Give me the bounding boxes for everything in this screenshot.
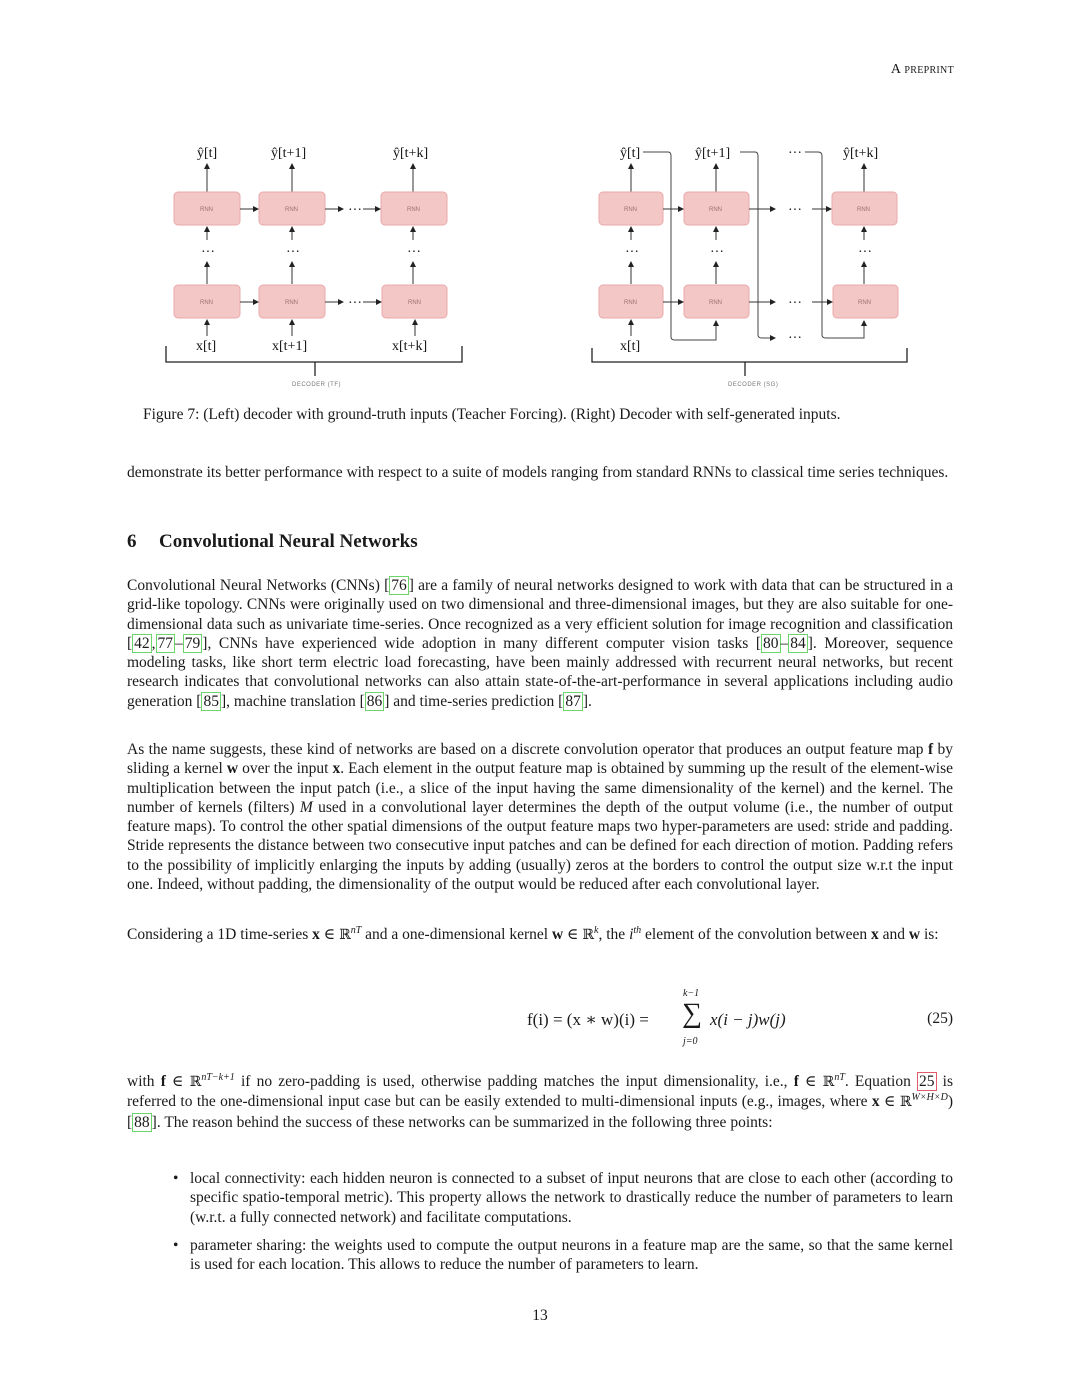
citation-link[interactable]: 86 bbox=[366, 692, 383, 710]
svg-text:RNN: RNN bbox=[408, 300, 421, 306]
equation-rhs: x(i − j)w(j) bbox=[710, 1010, 786, 1029]
right-output-label: ŷ[t] bbox=[620, 146, 641, 161]
svg-text:···: ··· bbox=[788, 296, 802, 311]
right-decoder-diagram bbox=[592, 146, 907, 388]
svg-text:RNN: RNN bbox=[200, 300, 213, 306]
citation-link[interactable]: 88 bbox=[134, 1113, 150, 1131]
svg-text:RNN: RNN bbox=[709, 207, 722, 213]
header-rest: preprint bbox=[904, 62, 954, 77]
citation-link[interactable]: 77 bbox=[157, 634, 174, 652]
svg-text:···: ··· bbox=[710, 245, 724, 260]
svg-text:···: ··· bbox=[348, 203, 362, 218]
continuation-paragraph: demonstrate its better performance with respect to a suite of models ranging from standard RNNs to classical time series techniques. bbox=[127, 464, 949, 481]
svg-text:···: ··· bbox=[788, 146, 802, 161]
section-heading bbox=[127, 531, 418, 553]
figure-7-diagrams bbox=[0, 0, 1080, 400]
citation-link[interactable]: 85 bbox=[203, 692, 219, 710]
svg-text:···: ··· bbox=[788, 331, 802, 346]
left-input-label: x[t+k] bbox=[392, 339, 428, 354]
svg-text:RNN: RNN bbox=[624, 300, 637, 306]
svg-text:···: ··· bbox=[348, 296, 362, 311]
summation-symbol: ∑ bbox=[682, 998, 702, 1029]
svg-text:RNN: RNN bbox=[709, 300, 722, 306]
svg-text:···: ··· bbox=[625, 245, 639, 260]
paragraph-padding: with f ∈ ℝ$^{nT-k+1}$ if no zero-padding is used, otherwise padding matches the input dimensionality, i.e., f ∈ ℝ$^{nT}$. Equation 25 is referred to the one-dimensional input case but can be easily extended to multi-dimensional inputs (e.g., images, where x ∈ ℝ$^{W\times H\times D}$) [ 88 ]. The reason behind the success of these networks can be summarized in the following three points: bbox=[127, 1071, 954, 1131]
citation-link[interactable]: 42 bbox=[134, 634, 150, 652]
equation-lhs: f(i) = (x ∗ w)(i) = bbox=[527, 1010, 649, 1029]
svg-text:RNN: RNN bbox=[285, 300, 298, 306]
left-output-label: ŷ[t+k] bbox=[393, 146, 429, 161]
right-group-label: DECODER (SG) bbox=[728, 382, 779, 388]
svg-text:RNN: RNN bbox=[858, 300, 871, 306]
equation-reference-link[interactable]: 25 bbox=[919, 1073, 935, 1090]
svg-text:···: ··· bbox=[788, 203, 802, 218]
citation-link[interactable]: 80 bbox=[763, 634, 779, 652]
citation-link[interactable]: 76 bbox=[391, 577, 407, 594]
svg-text:···: ··· bbox=[286, 245, 300, 260]
left-input-label: x[t] bbox=[196, 339, 217, 354]
paragraph-convolution-operator: As the name suggests, these kind of networks are based on a discrete convolution operator that produces an output feature map f by sliding a kernel w over the input x. Each element in the output feature map is obtained by summing up the result of the element-wise multiplication between the input patch (i.e., a slice of the input having the same dimensionality of the kernel) and the kernel. The number of kernels (filters) M used in a convolutional layer determines the depth of the output volume (i.e., the number of output feature maps). To control the other spatial dimensions of the output feature maps two hyper-parameters are used: stride and padding. Stride represents the distance between two consecutive input patches and can be defined for each direction of motion. Padding refers to the possibility of implicitly enlarging the inputs by adding (usually) zeros at the borders to control the output size w.r.t the input one. Indeed, without padding, the dimensionality of the output would be reduced after each convolutional layer. bbox=[127, 741, 954, 894]
paragraph-cnn-intro: Convolutional Neural Networks (CNNs) [ 76 ] are a family of neural networks designed to work with data that can be structured in a grid-like topology. CNNs were originally used on two dimensional and three-dimensional images, but they are also suitable for one-dimensional data such as univariate time-series. Once recognized as a very efficient solution for image recognition and classification [ 42 , 77 – 79 ], CNNs have experienced wide adoption in many different computer vision tasks [ 80 – 84 ]. Moreover, sequence modeling tasks, like short term electric load forecasting, have been mainly addressed with recurrent neural networks, but recent research indicates that convolutional networks can also attain state-of-the-art-performance in several applications including audio generation [ 85 ], machine translation [ 86 ] and time-series prediction [ 87 ]. bbox=[127, 577, 953, 710]
svg-text:RNN: RNN bbox=[624, 207, 637, 213]
left-group-label: DECODER (TF) bbox=[292, 382, 341, 388]
citation-link[interactable]: 84 bbox=[790, 634, 806, 652]
equation-number: (25) bbox=[927, 1010, 953, 1027]
citation-link[interactable]: 79 bbox=[184, 634, 201, 652]
header-first-letter: A bbox=[890, 62, 901, 77]
cnn-properties-list bbox=[173, 1169, 953, 1283]
left-decoder-diagram bbox=[166, 146, 462, 388]
svg-text:RNN: RNN bbox=[285, 207, 298, 213]
right-input-label: x[t] bbox=[620, 339, 641, 354]
svg-text:RNN: RNN bbox=[407, 207, 420, 213]
list-item: • parameter sharing: the weights used to compute the output neurons in a feature map are the same, so that the same kernel is used for each location. This allows to reduce the number of parameters to learn. bbox=[173, 1236, 953, 1275]
section-number: 6 bbox=[127, 531, 137, 552]
list-item: • local connectivity: each hidden neuron is connected to a subset of input neurons that are close to each other (according to specific spatio-temporal metric). This property allows the network to drastically reduce the number of parameters to learn (w.r.t. a fully connected network) and facilitate computations. bbox=[173, 1169, 953, 1227]
section-title: Convolutional Neural Networks bbox=[159, 531, 418, 552]
figure-caption: Figure 7: (Left) decoder with ground-truth inputs (Teacher Forcing). (Right) Decoder with self-generated inputs. bbox=[143, 406, 841, 423]
svg-text:RNN: RNN bbox=[200, 207, 213, 213]
paragraph-1d-convolution: Considering a 1D time-series x ∈ ℝ$^{nT}$ and a one-dimensional kernel w ∈ ℝ$^k$, the $i^{th}$ element of the convolution between x and w is: bbox=[127, 924, 939, 943]
left-input-label: x[t+1] bbox=[272, 339, 308, 354]
svg-text:···: ··· bbox=[858, 245, 872, 260]
svg-text:···: ··· bbox=[407, 245, 421, 260]
left-output-label: ŷ[t+1] bbox=[271, 146, 307, 161]
left-output-label: ŷ[t] bbox=[197, 146, 218, 161]
right-output-label: ŷ[t+k] bbox=[843, 146, 879, 161]
citation-link[interactable]: 87 bbox=[565, 692, 581, 710]
equation-25: f(i) = (x ∗ w)(i) = k−1 ∑ j=0 x(i − j)w(j) (25) bbox=[527, 988, 953, 1047]
svg-text:···: ··· bbox=[201, 245, 215, 260]
svg-text:RNN: RNN bbox=[857, 207, 870, 213]
right-output-label: ŷ[t+1] bbox=[695, 146, 731, 161]
page-number: 13 bbox=[532, 1307, 548, 1324]
